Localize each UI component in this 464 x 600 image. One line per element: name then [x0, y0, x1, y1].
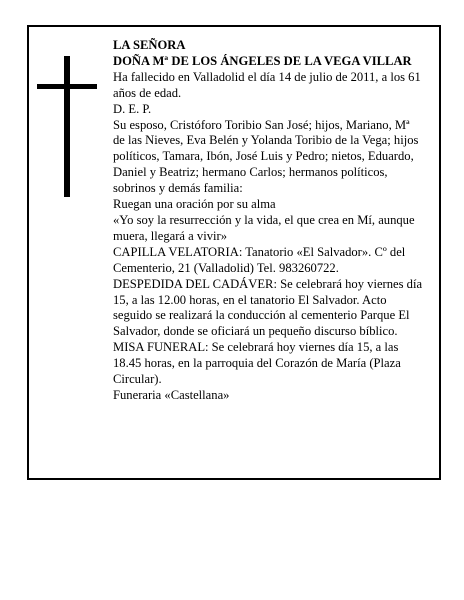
cross-icon [64, 56, 70, 197]
family-list: Su esposo, Cristóforo Toribio San José; hijos, Mariano, Mª de las Nieves, Eva Belén y Yolanda Toribio de la Vega; hijos políticos, Tamara, Ibón, José Luis y Pedro; nietos, Eduardo, Daniel y Beatriz; hermano Carlos; hermanos políticos, sobrinos y demás familia: [113, 117, 419, 196]
wake-info: CAPILLA VELATORIA: Tanatorio «El Salvador». Cº del Cementerio, 21 (Valladolid) Tel. 983260722. [113, 244, 406, 275]
funeral-mass-info: MISA FUNERAL: Se celebrará hoy viernes día 15, a las 18.45 horas, en la parroquia del Corazón de María (Plaza Circular). [113, 340, 401, 387]
prayer-request: Ruegan una oración por su alma [113, 197, 276, 212]
rip-text: D. E. P. [113, 101, 152, 116]
deceased-title: LA SEÑORA [113, 38, 186, 52]
farewell-info: DESPEDIDA DEL CADÁVER: Se celebrará hoy viernes día 15, a las 12.00 horas, en el tanatorio El Salvador. Acto seguido se realizará la conducción al cementerio Parque El Salvador, donde se oficiará un pequeño discurso bíblico. [113, 276, 423, 339]
deceased-name: DOÑA Mª DE LOS ÁNGELES DE LA VEGA VILLAR [113, 53, 412, 68]
obituary-text [113, 38, 423, 404]
funeral-home: Funeraria «Castellana» [113, 387, 230, 402]
cross-icon-bar [37, 84, 97, 89]
bible-quote: «Yo soy la resurrección y la vida, el que crea en Mí, aunque muera, llegará a vivir» [113, 212, 415, 243]
death-announcement: Ha fallecido en Valladolid el día 14 de julio de 2011, a los 61 años de edad. [113, 69, 421, 100]
